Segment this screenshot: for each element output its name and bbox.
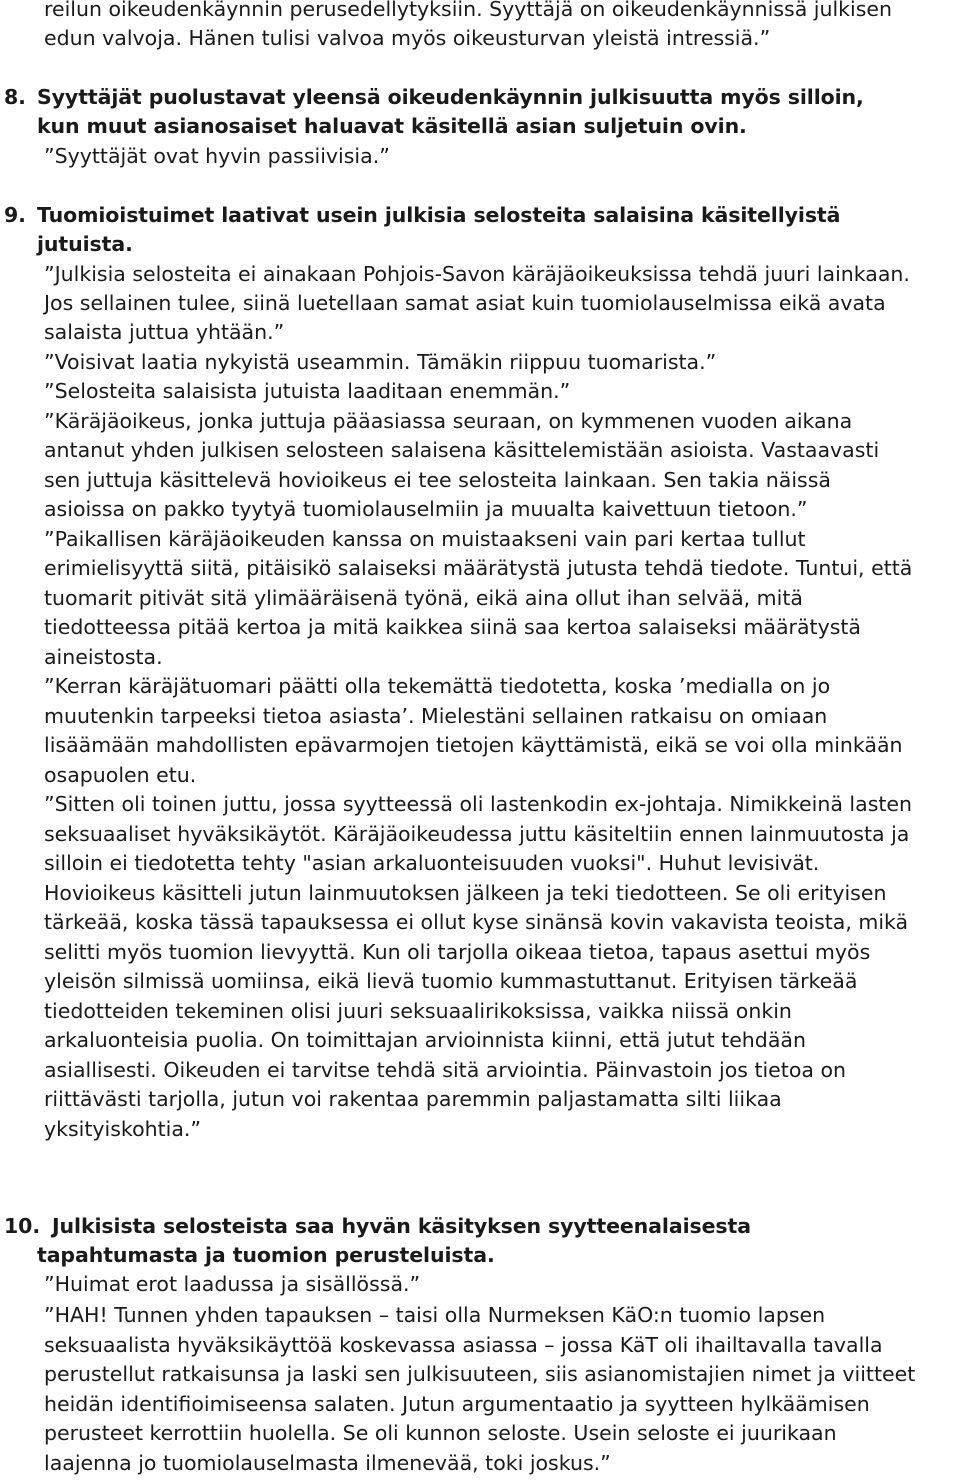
item-8-heading: Syyttäjät puolustavat yleensä oikeudenkäynnin julkisuutta myös silloin, xyxy=(37,85,864,109)
item-10-body-line: perusteet kerrottiin huolella. Se oli kunnon seloste. Usein seloste ei juurikaan xyxy=(44,1421,837,1445)
item-9-body-line: ”Käräjäoikeus, jonka juttuja pääasiassa seuraan, on kymmenen vuoden aikana xyxy=(44,409,853,433)
item-9-body-line: arkaluonteisia puolia. On toimittajan arvioinnista kiinni, että jutut tehdään xyxy=(44,1028,806,1052)
item-9-body-line: asiallisesti. Oikeuden ei tarvitse tehdä sitä arviointia. Päinvastoin jos tietoa on xyxy=(44,1058,846,1082)
item-9-number: 9. xyxy=(4,203,26,227)
item-9-body-line: antanut yhden julkisen selosteen salaisena käsittelemistään asioista. Vastaavasti xyxy=(44,438,880,462)
item-9-body-line: Hovioikeus käsitteli jutun lainmuutoksen jälkeen ja teki tiedotteen. Se oli erityisen xyxy=(44,881,887,905)
item-8-heading: kun muut asianosaiset haluavat käsitellä asian suljetuin ovin. xyxy=(37,114,747,138)
item-10-body-line: seksuaalista hyväksikäyttöä koskevassa asiassa – jossa KäT oli ihailtavalla tavalla xyxy=(44,1333,883,1357)
item-10-body-line: laajenna jo tuomiolauselmasta ilmenevää, toki joskus.” xyxy=(44,1451,611,1475)
item-9-body-line: erimielisyyttä siitä, pitäisikö salaiseksi määrätystä jutusta tehdä tiedote. Tuntui, että xyxy=(44,556,913,580)
item-9-body-line: osapuolen etu. xyxy=(44,763,197,787)
item-9-body-line: ”Julkisia selosteita ei ainakaan Pohjois-Savon käräjäoikeuksissa tehdä juuri lainkaan. xyxy=(44,262,910,286)
item-9-body-line: tärkeää, koska tässä tapauksessa ei ollut kyse sinänsä kovin vakavista teoista, mikä xyxy=(44,910,909,934)
item-9-heading: jutuista. xyxy=(37,232,133,256)
item-9-body-line: lisäämään mahdollisten epävarmojen tietojen käyttämistä, eikä se voi olla minkään xyxy=(44,733,903,757)
item-10-body-line: perustellut ratkaisunsa ja laski sen julkisuuteen, siis asianomistajien nimet ja viitteet xyxy=(44,1362,916,1386)
item-9-body-line: salaista juttua yhtään.” xyxy=(44,320,285,344)
item-9-heading: Tuomioistuimet laativat usein julkisia selosteita salaisina käsitellyistä xyxy=(37,203,841,227)
item-10-number: 10. xyxy=(4,1214,41,1238)
item-9-body-line: yleisön silmissä uomiinsa, eikä lievä tuomio kummastuttanut. Erityisen tärkeää xyxy=(44,969,858,993)
item-9-body-line: silloin ei tiedotetta tehty "asian arkaluonteisuuden vuoksi". Huhut levisivät. xyxy=(44,851,820,875)
item-9-body-line: sen juttuja käsittelevä hovioikeus ei tee selosteita lainkaan. Sen takia näissä xyxy=(44,468,831,492)
item-9-body-line: yksityiskohtia.” xyxy=(44,1117,202,1141)
item-9-body-line: seksuaaliset hyväksikäytöt. Käräjäoikeudessa juttu käsiteltiin ennen lainmuutosta ja xyxy=(44,822,910,846)
item-10-body-line: heidän identifioimiseensa salaten. Jutun argumentaatio ja syytteen hylkäämisen xyxy=(44,1392,870,1416)
item-8-number: 8. xyxy=(4,85,26,109)
item-9-body-line: ”Voisivat laatia nykyistä useammin. Tämäkin riippuu tuomarista.” xyxy=(44,350,717,374)
item-9-body-line: selitti myös tuomion lievyyttä. Kun oli tarjolla oikeaa tietoa, tapaus asettui myös xyxy=(44,940,871,964)
item-9-body-line: muutenkin tarpeeksi tietoa asiasta’. Mielestäni sellainen ratkaisu on omiaan xyxy=(44,704,828,728)
item-8-quote: ”Syyttäjät ovat hyvin passiivisia.” xyxy=(44,144,390,168)
item-10-heading: Julkisista selosteista saa hyvän käsityksen syytteenalaisesta xyxy=(52,1214,751,1238)
item-9-body-line: riittävästi tarjolla, jutun voi rakentaa paremmin paljastamatta silti liikaa xyxy=(44,1087,782,1111)
item-10-heading: tapahtumasta ja tuomion perusteluista. xyxy=(37,1243,495,1267)
intro-line: edun valvoja. Hänen tulisi valvoa myös oikeusturvan yleistä intressiä.” xyxy=(44,26,771,50)
item-9-body-line: ”Sitten oli toinen juttu, jossa syytteessä oli lastenkodin ex-johtaja. Nimikkeinä lasten xyxy=(44,792,913,816)
item-9-body-line: tiedotteiden tekeminen olisi juuri seksuaalirikoksissa, vaikka niissä onkin xyxy=(44,999,792,1023)
item-9-body-line: Jos sellainen tulee, siinä luetellaan samat asiat kuin tuomiolauselmissa eikä avata xyxy=(44,291,886,315)
item-9-body-line: ”Selosteita salaisista jutuista laaditaan enemmän.” xyxy=(44,379,571,403)
item-9-body-line: tiedotteessa pitää kertoa ja mitä kaikkea siinä saa kertoa salaiseksi määrätystä xyxy=(44,615,861,639)
item-9-body-line: aineistosta. xyxy=(44,645,163,669)
intro-line: reilun oikeudenkäynnin perusedellytyksiin. Syyttäjä on oikeudenkäynnissä julkisen xyxy=(44,0,893,21)
item-9-body-line: tuomarit pitivät sitä ylimääräisenä työnä, eikä aina ollut ihan selvää, mitä xyxy=(44,586,803,610)
item-10-body-line: ”Huimat erot laadussa ja sisällössä.” xyxy=(44,1272,421,1296)
item-9-body-line: asioissa on pakko tyytyä tuomiolauselmiin ja muualta kaivettuun tietoon.” xyxy=(44,497,808,521)
item-10-body-line: ”HAH! Tunnen yhden tapauksen – taisi olla Nurmeksen KäO:n tuomio lapsen xyxy=(44,1303,826,1327)
item-9-body-line: ”Kerran käräjätuomari päätti olla tekemättä tiedotetta, koska ’medialla on jo xyxy=(44,674,831,698)
item-9-body-line: ”Paikallisen käräjäoikeuden kanssa on muistaakseni vain pari kertaa tullut xyxy=(44,527,806,551)
